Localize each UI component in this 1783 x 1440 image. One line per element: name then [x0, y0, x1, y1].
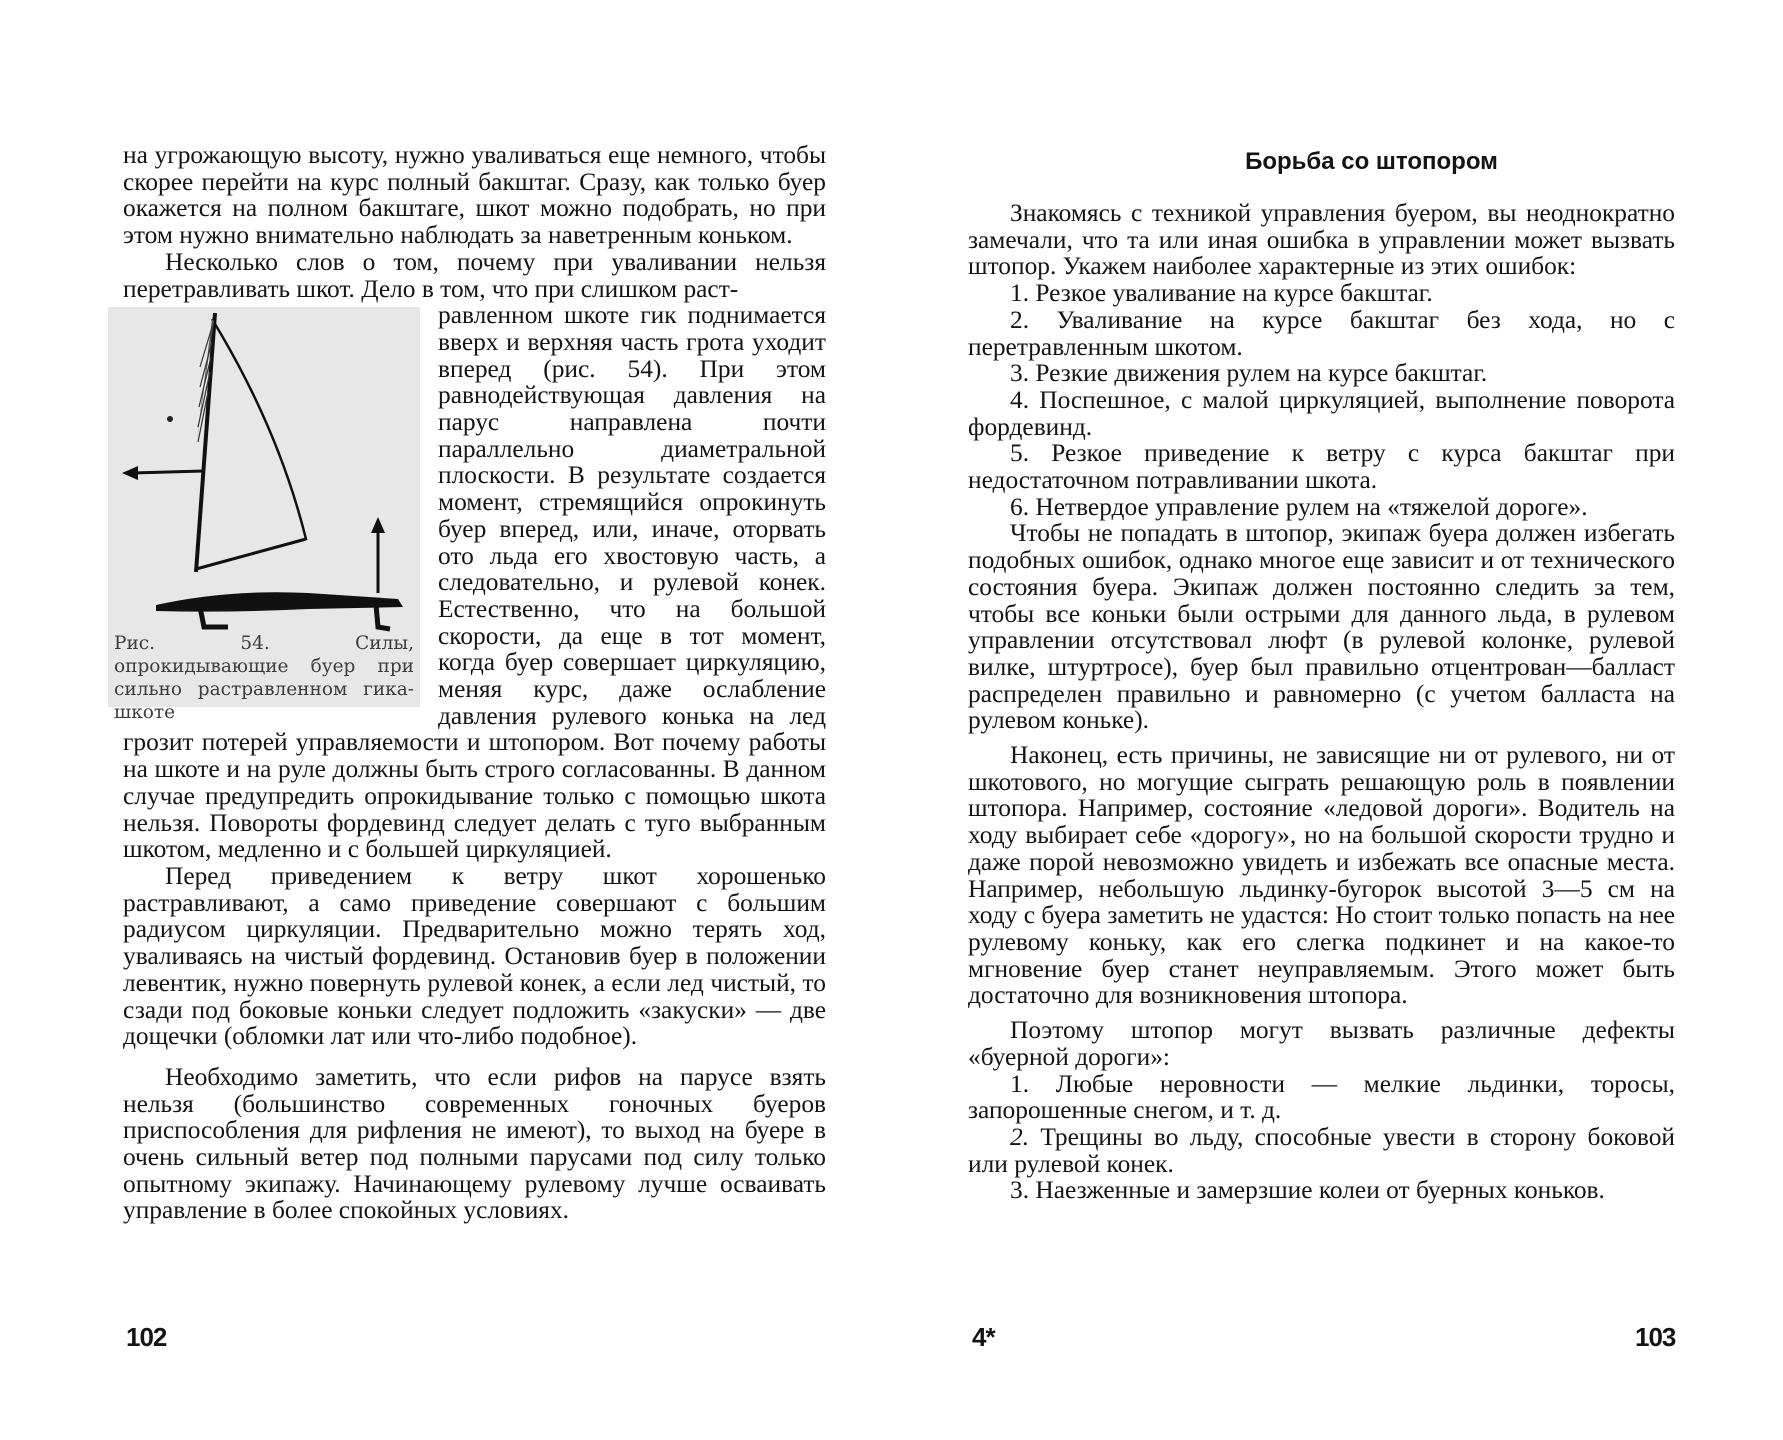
hull [156, 592, 403, 611]
list-item: 2. Уваливание на курсе бакштаг без хода, но с перетравленным шкотом. [968, 305, 1675, 361]
boom [196, 539, 306, 569]
paragraph: равленном шкоте гик поднимается вверх и верхняя часть грота уходит вперед (рис. 54). При этом равнодействующая давления на парус направлена почти параллельно диаметральной плоскости. В результате создается момент, стремящийся опрокинуть буер вперед, или, иначе, оторвать ото льда его хвостовую часть, а следовательно, и рулевой конек. Естественно, что на большой скорости, да еще в тот момент, когда буер совершает циркуляцию, меняя курс, даже ослабление давления рулевого конька на лед грозит потерей управляемости и штопором. Вот почему работы на шкоте и на руле должны быть строго согласованны. В данном случае предупредить опрокидывание только с помощью шкота нельзя. Повороты фордевинд следует делать с туго выбранным шкотом, медленно и с большей циркуляцией. [123, 301, 826, 864]
left-text-column [114, 141, 826, 1225]
paragraph: Чтобы не попадать в штопор, экипаж буера должен избегать подобных ошибок, однако многое еще зависит и от технического состояния буера. Экипаж должен постоянно следить за тем, чтобы все коньки были острыми для данного льда, в рулевом управлении отсутствовал люфт (в рулевой колонке, рулевой вилке, штуртросе), буер был правильно отцентрован—балласт распределен правильно и равномерно (с учетом балласта на рулевом коньке). [968, 519, 1675, 735]
list-number: 2. [1010, 1122, 1030, 1151]
paragraph: на угрожающую высоту, нужно уваливаться еще немного, чтобы скорее перейти на курс полный бакштаг. Сразу, как только буер окажется на полном бакштаге, шкот можно подобрать, но при этом нужно внимательно наблюдать за наветренным коньком. [123, 141, 826, 250]
list-item [968, 1071, 1675, 1124]
figure-54 [108, 307, 420, 724]
paragraph: Наконец, есть причины, не зависящие ни от рулевого, ни от шкотового, но могущие сыграть решающую роль в появлении штопора. Например, состояние «ледовой дороги». Водитель на ходу выбирает себе «дорогу», но на большой скорости трудно и даже порой невозможно увидеть и избежать все опасные места. Например, небольшую льдинку-бугорок высотой 3—5 см на ходу с буера заметить не удастся: Но стоит только попасть на нее рулевому коньку, как его слегка подкинет и на какое-то мгновение буер станет неуправляемым. Этого может быть достаточно для возникновения штопора. [968, 741, 1675, 1010]
dot-marker [167, 416, 173, 422]
mast [196, 313, 215, 572]
left-page [0, 0, 880, 1440]
list-item: 6. Нетвердое управление рулем на «тяжелой дороге». [1010, 492, 1588, 521]
list-item: 3. Резкие движения рулем на курсе бакштаг. [1010, 359, 1488, 388]
paragraph: Перед приведением к ветру шкот хорошенько растравливают, а само приведение совершают с большим радиусом циркуляции. Предварительно можно терять ход, уваливаясь на чистый фордевинд. Остановив буер в положении левентик, нужно повернуть рулевой конек, а если лед чистый, то сзади под боковые коньки следует подложить «закуски» — две дощечки (обломки лат или что-либо подобное). [123, 861, 826, 1051]
lift-arrow-head [371, 517, 385, 533]
list-item [968, 1124, 1675, 1177]
section-title: Борьба со штопором [1245, 148, 1498, 175]
paragraph: Несколько слов о том, почему при уваливании нельзя перетравливать шкот. Дело в том, что при слишком раст- [123, 247, 826, 303]
list-item: 1. Резкое уваливание на курсе бакштаг. [1010, 279, 1433, 308]
list-item: 5. Резкое приведение к ветру с курса бакштаг при недостаточном потравливании шкота. [968, 439, 1675, 495]
list-number: 1. [1010, 1069, 1030, 1098]
list-text: Наезженные и замерзшие колеи от буерных коньков. [1035, 1176, 1605, 1205]
force-arrow-head [122, 466, 138, 480]
list-text: Трещины во льду, способные увести в сторону боковой или рулевой конек. [968, 1122, 1675, 1178]
page-number-left: 102 [126, 1322, 167, 1352]
force-arrow [132, 471, 204, 473]
list-number: 3. [1010, 1176, 1030, 1205]
list-item [968, 1177, 1675, 1204]
list-item: 4. Поспешное, с малой циркуляцией, выполнение поворота фордевинд. [968, 385, 1675, 441]
right-page [900, 0, 1783, 1440]
paragraph: Поэтому штопор могут вызвать различные дефекты «буерной дороги»: [968, 1016, 1675, 1071]
signature-mark: 4* [972, 1322, 995, 1352]
list-text: Любые неровности — мелкие льдинки, торосы, запорошенные снегом, и т. д. [968, 1069, 1675, 1125]
rudder-runner [376, 605, 390, 629]
figure-caption: Рис. 54. Силы, опрокидывающие буер при сильно растравленном гика-шкоте [114, 633, 414, 724]
right-text-column [968, 200, 1675, 1204]
paragraph: Знакомясь с техникой управления буером, вы неоднократно замечали, что та или иная ошибка в управлении может вызвать штопор. Укажем наиболее характерные из этих ошибок: [968, 199, 1675, 281]
page-number-right: 103 [1635, 1322, 1676, 1352]
paragraph: Необходимо заметить, что если рифов на парусе взять нельзя (большинство современных гоночных буеров приспособления для рифления не имеют), то выход на буере в очень сильный ветер под полными парусами под силу только опытному экипажу. Начинающему рулевому лучше осваивать управление в более спокойных условиях. [123, 1062, 826, 1225]
